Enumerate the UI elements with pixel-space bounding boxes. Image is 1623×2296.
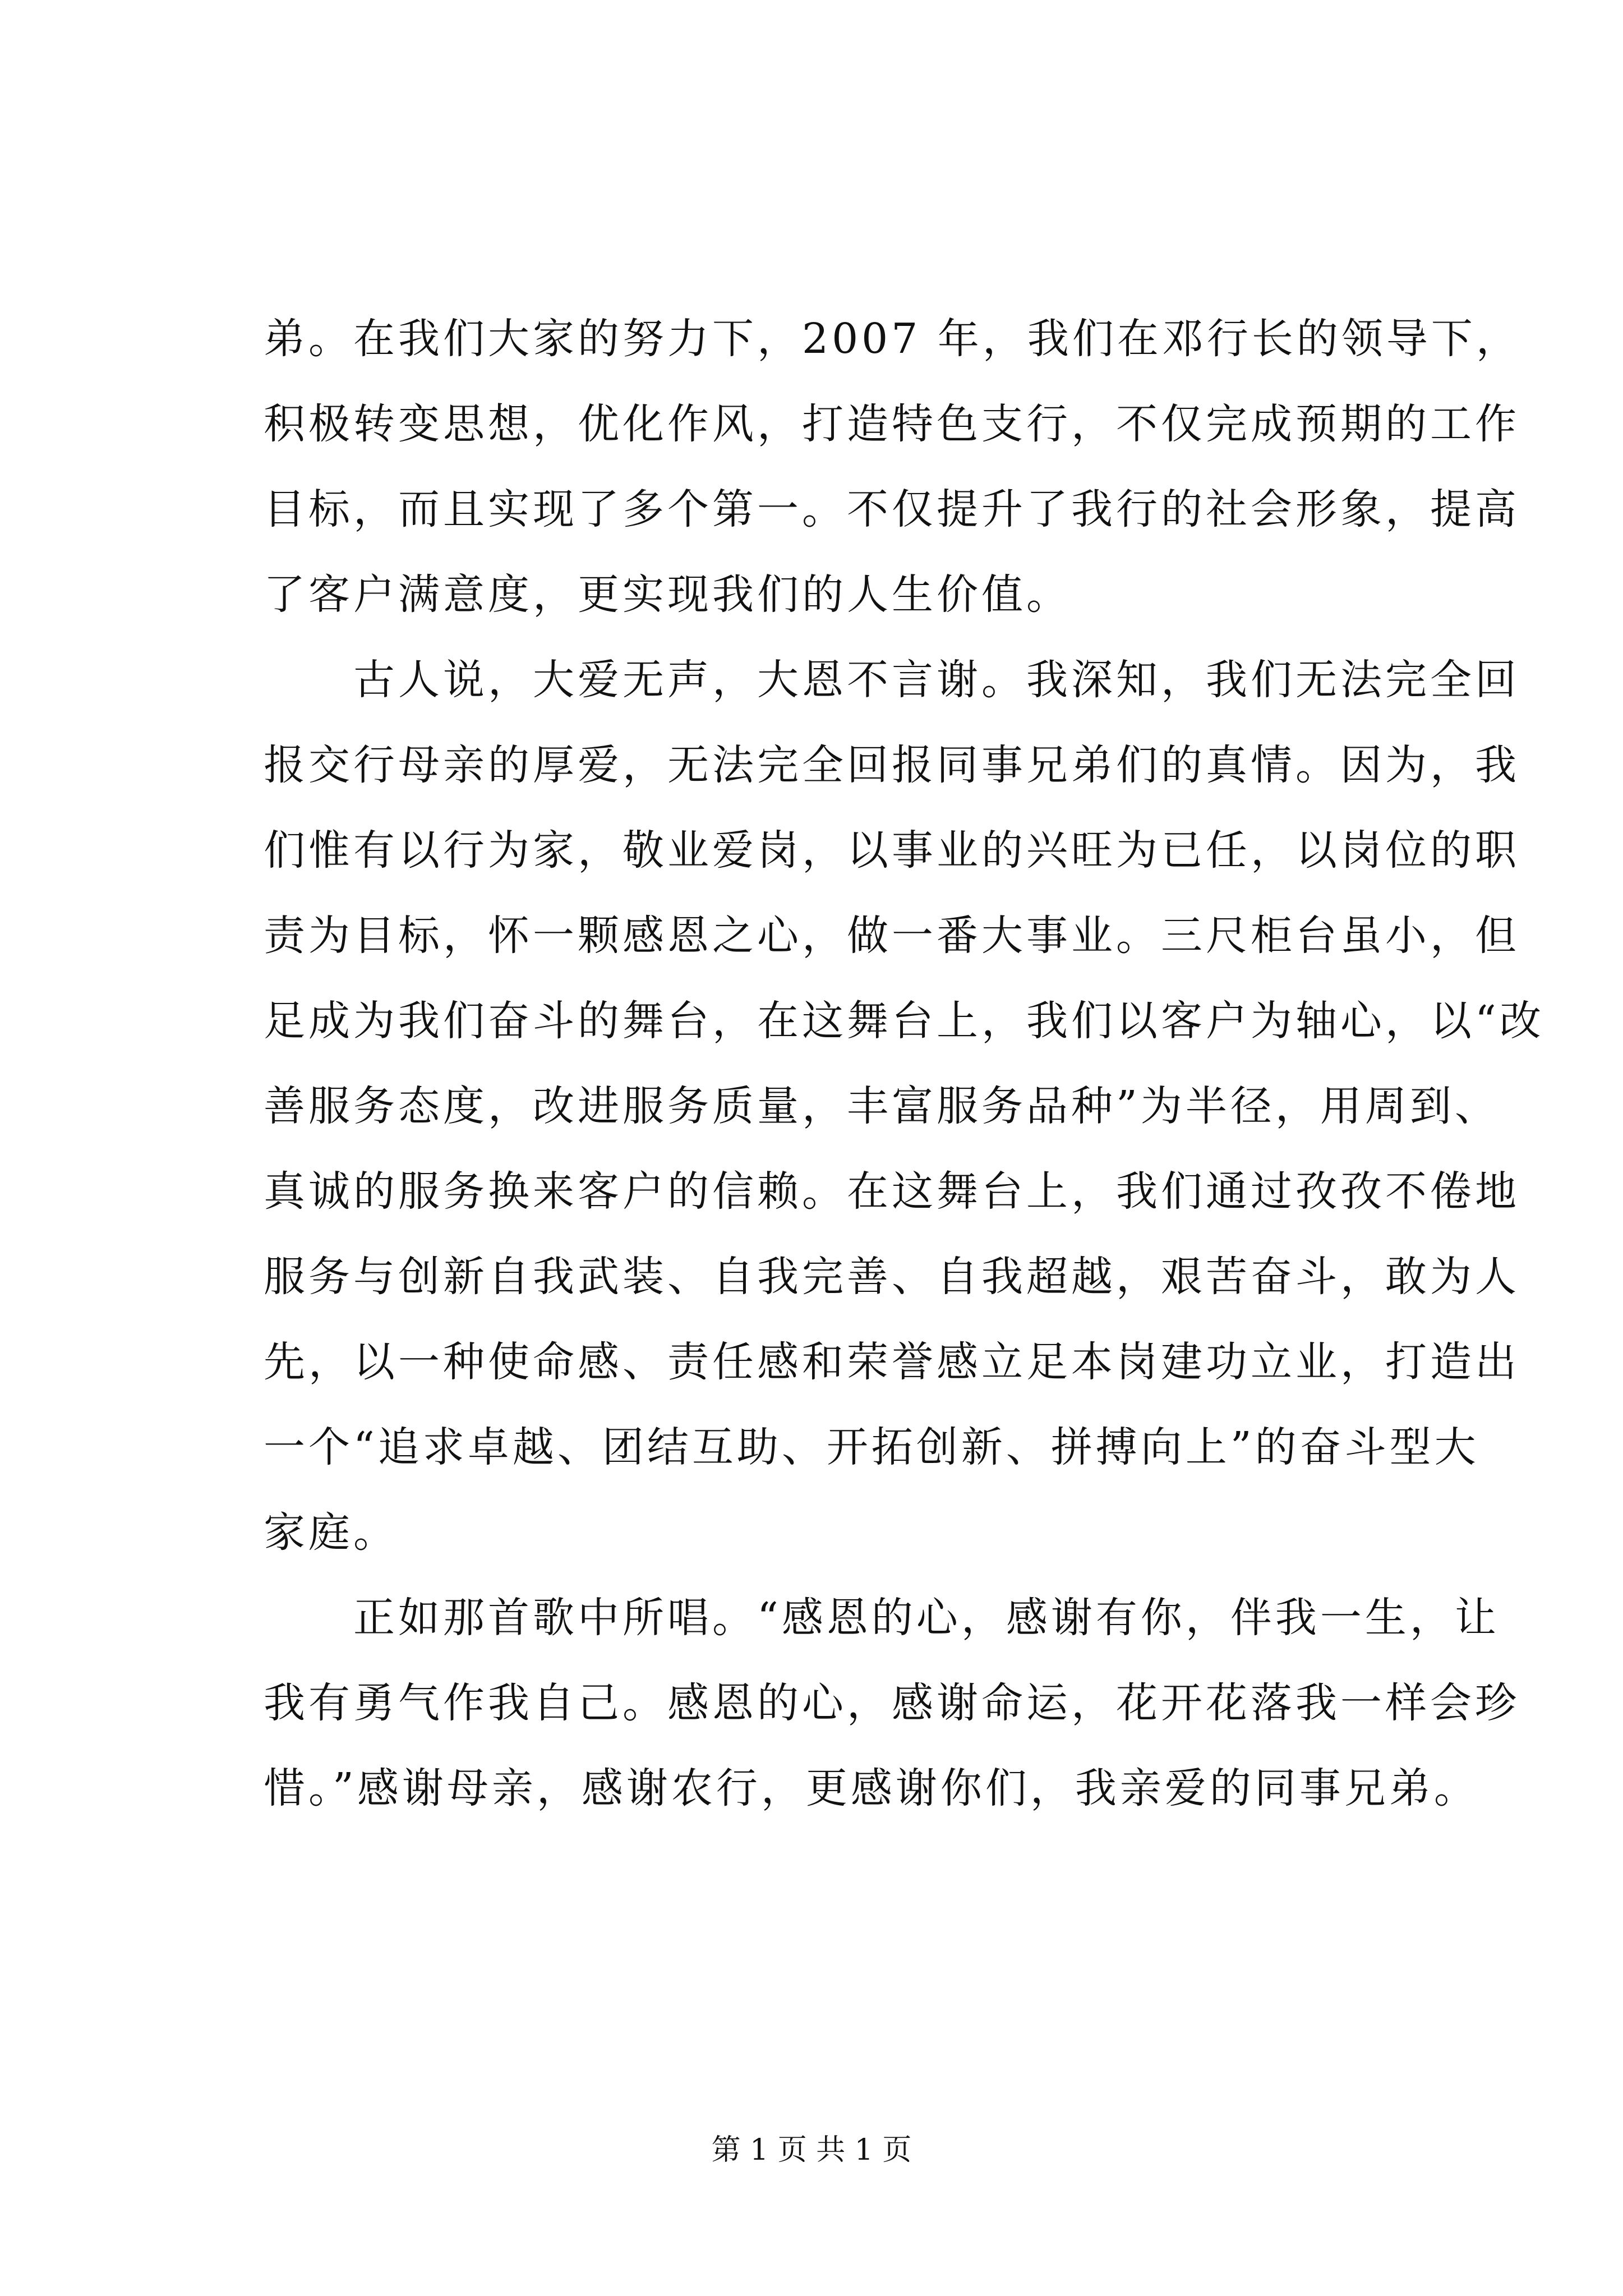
text-line: 报交行母亲的厚爱，无法完全回报同事兄弟们的真情。因为，我 bbox=[264, 741, 1520, 789]
text-line: 正如那首歌中所唱。“感恩的心，感谢有你，伴我一生，让 bbox=[264, 1594, 1500, 1642]
text-line: 责为目标，怀一颗感恩之心，做一番大事业。三尺柜台虽小，但 bbox=[264, 912, 1520, 960]
text-line: 善服务态度，改进服务质量，丰富服务品种”为半径，用周到、 bbox=[264, 1082, 1500, 1130]
text-line: 了客户满意度，更实现我们的人生价值。 bbox=[264, 570, 1071, 619]
text-line: 弟。在我们大家的努力下，2007 年，我们在邓行长的领导下， bbox=[264, 315, 1521, 363]
text-line: 们惟有以行为家，敬业爱岗，以事业的兴旺为已任，以岗位的职 bbox=[264, 826, 1520, 875]
page-number-label: 第 1 页 共 1 页 bbox=[711, 2133, 912, 2167]
text-line: 真诚的服务换来客户的信赖。在这舞台上，我们通过孜孜不倦地 bbox=[264, 1167, 1520, 1216]
text-line: 目标，而且实现了多个第一。不仅提升了我行的社会形象，提高 bbox=[264, 485, 1520, 533]
text-line: 我有勇气作我自己。感恩的心，感谢命运，花开花落我一样会珍 bbox=[264, 1679, 1520, 1727]
text-line: 一个“追求卓越、团结互助、开拓创新、拼搏向上”的奋斗型大 bbox=[264, 1423, 1479, 1471]
text-line: 服务与创新自我武装、自我完善、自我超越，艰苦奋斗，敢为人 bbox=[264, 1253, 1520, 1301]
text-line: 古人说，大爱无声，大恩不言谢。我深知，我们无法完全回 bbox=[264, 656, 1520, 704]
text-line: 足成为我们奋斗的舞台，在这舞台上，我们以客户为轴心，以“改 bbox=[264, 997, 1544, 1045]
text-line: 先，以一种使命感、责任感和荣誉感立足本岗建功立业，打造出 bbox=[264, 1338, 1520, 1386]
text-line: 积极转变思想，优化作风，打造特色支行，不仅完成预期的工作 bbox=[264, 400, 1520, 448]
text-line: 惜。”感谢母亲，感谢农行，更感谢你们，我亲爱的同事兄弟。 bbox=[264, 1764, 1479, 1812]
page-footer bbox=[0, 2126, 1623, 2168]
body-text bbox=[264, 296, 1544, 1831]
text-line: 家庭。 bbox=[264, 1508, 398, 1557]
